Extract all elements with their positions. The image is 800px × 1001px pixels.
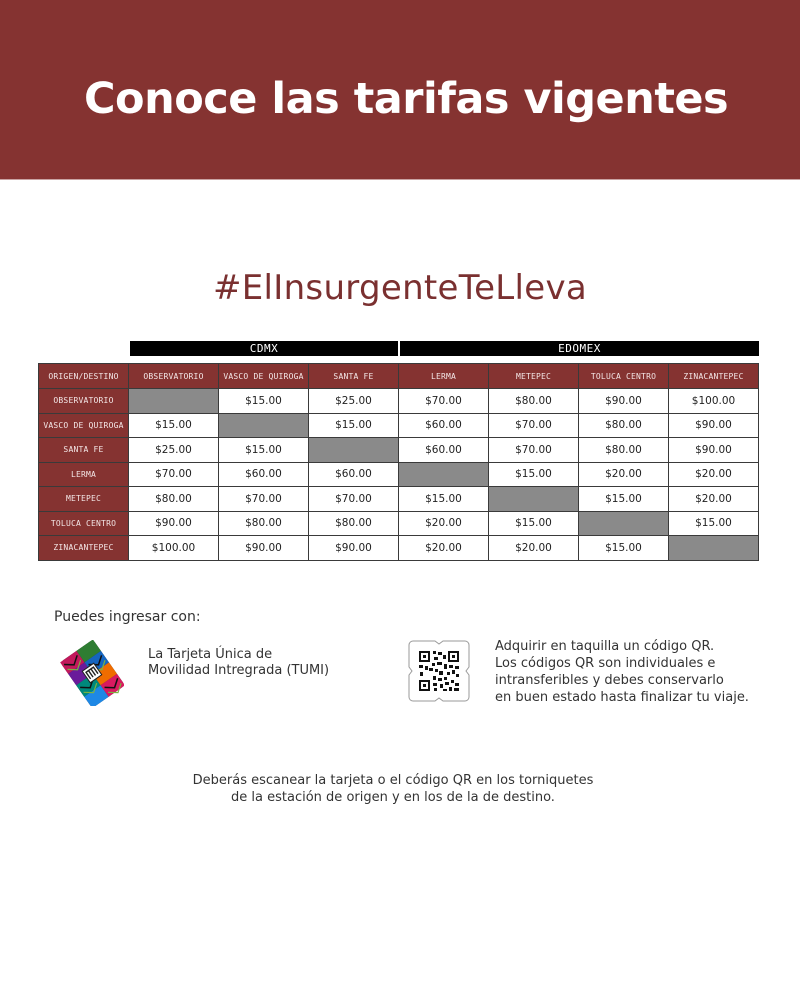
fare-cell: $15.00 [219, 438, 309, 463]
fare-cell: $80.00 [309, 511, 399, 536]
fare-cell: $80.00 [489, 389, 579, 414]
header-banner [0, 0, 800, 180]
table-row [39, 389, 759, 414]
fare-cell: $20.00 [669, 462, 759, 487]
column-header: SANTA FE [309, 364, 399, 389]
row-header: LERMA [39, 462, 129, 487]
fare-cell: $80.00 [579, 438, 669, 463]
fare-cell: $15.00 [129, 413, 219, 438]
scan-note-line: Deberás escanear la tarjeta o el código QR en los torniquetes [192, 773, 594, 788]
row-header: TOLUCA CENTRO [39, 511, 129, 536]
fare-cell: $20.00 [399, 511, 489, 536]
card-text-line: La Tarjeta Única de [148, 647, 273, 662]
qr-text-line: intransferibles y debes conservarlo [495, 673, 724, 688]
fare-cell: $70.00 [399, 389, 489, 414]
qr-text-line: en buen estado hasta finalizar tu viaje. [495, 690, 749, 705]
fare-cell: $60.00 [309, 462, 399, 487]
fare-cell: $15.00 [399, 487, 489, 512]
fare-cell: $15.00 [669, 511, 759, 536]
table-row [39, 413, 759, 438]
fare-cell: $70.00 [129, 462, 219, 487]
fare-cell: $60.00 [399, 438, 489, 463]
row-header: SANTA FE [39, 438, 129, 463]
column-header: LERMA [399, 364, 489, 389]
fare-cell: $70.00 [219, 487, 309, 512]
qr-code-icon [407, 639, 471, 703]
fare-cell: $90.00 [309, 536, 399, 561]
fare-cell: $80.00 [219, 511, 309, 536]
fare-cell-empty [669, 536, 759, 561]
fare-cell: $15.00 [489, 511, 579, 536]
tumi-card-description [148, 647, 329, 679]
scan-instructions [0, 772, 786, 806]
fare-cell: $80.00 [579, 413, 669, 438]
fare-cell: $20.00 [399, 536, 489, 561]
fare-cell-empty [489, 487, 579, 512]
tumi-card-icon [60, 640, 124, 706]
column-header: METEPEC [489, 364, 579, 389]
fare-table [38, 363, 759, 561]
qr-text-line: Adquirir en taquilla un código QR. [495, 639, 715, 654]
fare-cell: $90.00 [579, 389, 669, 414]
qr-text-line: Los códigos QR son individuales e [495, 656, 716, 671]
fare-cell: $70.00 [489, 438, 579, 463]
fare-cell-empty [309, 438, 399, 463]
fare-cell: $15.00 [489, 462, 579, 487]
row-header: ZINACANTEPEC [39, 536, 129, 561]
fare-cell-empty [129, 389, 219, 414]
access-title: Puedes ingresar con: [54, 609, 201, 625]
corner-header: ORIGEN/DESTINO [39, 364, 129, 389]
table-row [39, 536, 759, 561]
table-row [39, 511, 759, 536]
fare-cell: $60.00 [399, 413, 489, 438]
fare-cell-empty [219, 413, 309, 438]
fare-cell: $90.00 [669, 438, 759, 463]
fare-cell: $15.00 [579, 536, 669, 561]
fare-cell: $90.00 [669, 413, 759, 438]
table-row [39, 462, 759, 487]
scan-note-line: de la estación de origen y en los de la de destino. [231, 790, 555, 805]
column-header: VASCO DE QUIROGA [219, 364, 309, 389]
fare-cell: $100.00 [129, 536, 219, 561]
fare-cell: $25.00 [129, 438, 219, 463]
table-row [39, 487, 759, 512]
row-header: OBSERVATORIO [39, 389, 129, 414]
fare-cell: $15.00 [309, 413, 399, 438]
row-header: METEPEC [39, 487, 129, 512]
fare-cell-empty [399, 462, 489, 487]
region-header-edomex: EDOMEX [400, 341, 759, 356]
fare-cell: $70.00 [489, 413, 579, 438]
region-header-cdmx: CDMX [130, 341, 398, 356]
fare-cell: $20.00 [669, 487, 759, 512]
table-header-row [39, 364, 759, 389]
fare-cell: $70.00 [309, 487, 399, 512]
qr-description [495, 638, 749, 706]
fare-cell: $60.00 [219, 462, 309, 487]
card-text-line: Movilidad Intregrada (TUMI) [148, 663, 330, 678]
fare-cell: $20.00 [489, 536, 579, 561]
column-header: TOLUCA CENTRO [579, 364, 669, 389]
row-header: VASCO DE QUIROGA [39, 413, 129, 438]
table-row [39, 438, 759, 463]
page-title: Conoce las tarifas vigentes [84, 74, 729, 124]
column-header: ZINACANTEPEC [669, 364, 759, 389]
hashtag: #ElInsurgenteTeLleva [212, 268, 588, 308]
fare-cell: $90.00 [219, 536, 309, 561]
fare-cell-empty [579, 511, 669, 536]
fare-cell: $20.00 [579, 462, 669, 487]
fare-cell: $15.00 [219, 389, 309, 414]
column-header: OBSERVATORIO [129, 364, 219, 389]
fare-cell: $25.00 [309, 389, 399, 414]
fare-cell: $15.00 [579, 487, 669, 512]
fare-cell: $100.00 [669, 389, 759, 414]
fare-cell: $90.00 [129, 511, 219, 536]
fare-cell: $80.00 [129, 487, 219, 512]
